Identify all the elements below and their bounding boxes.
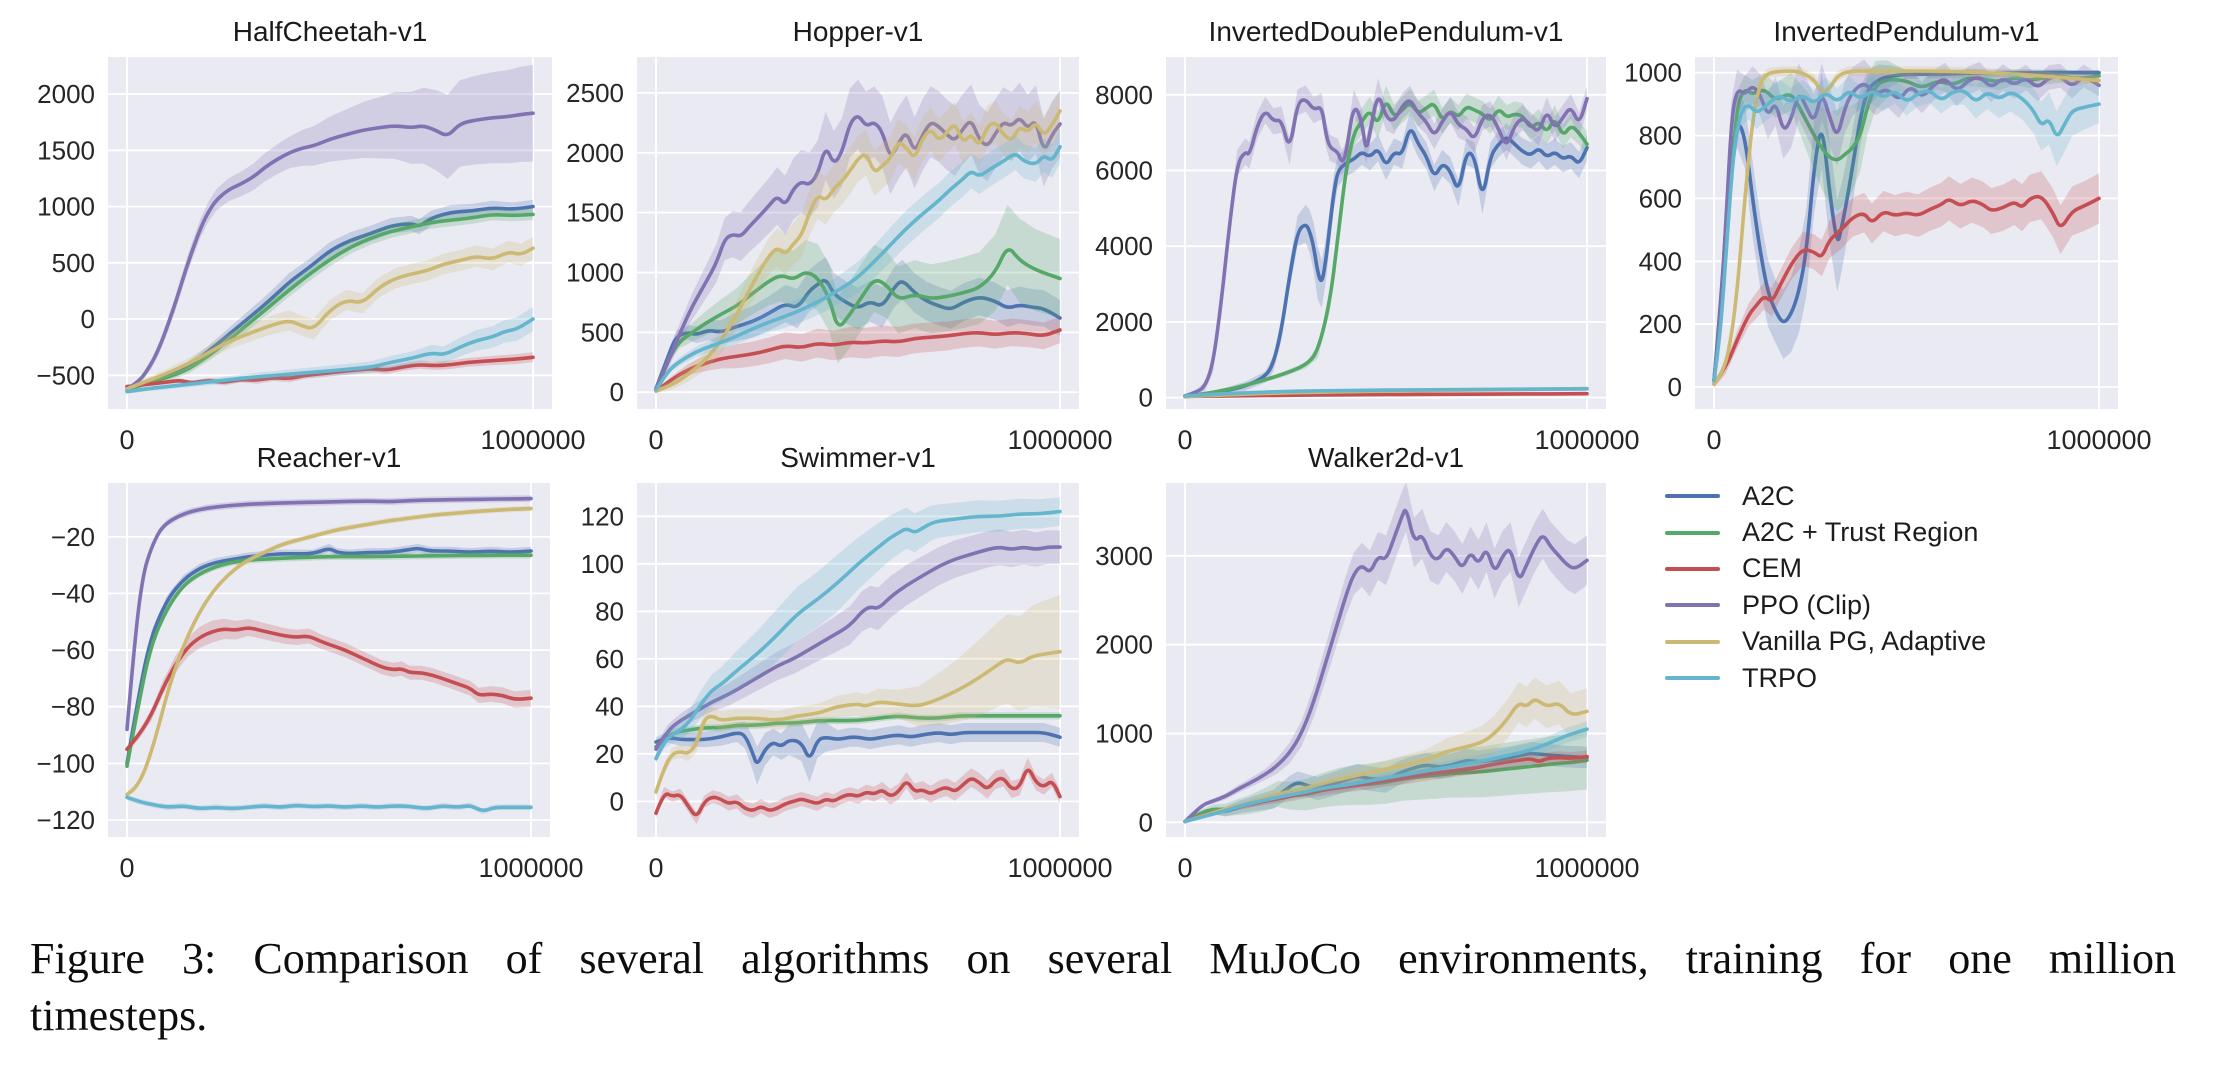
y-tick-label: 8000: [1095, 79, 1153, 110]
y-tick-label: 2000: [566, 137, 624, 168]
legend-item: [1665, 587, 1986, 623]
y-tick-label: 0: [1138, 807, 1153, 838]
chart-invertedpendulum-v1: [1595, 7, 2203, 474]
legend-item-label: PPO (Clip): [1742, 589, 1872, 620]
y-tick-label: 1000: [566, 257, 624, 288]
chart-title: InvertedDoublePendulum-v1: [1208, 16, 1564, 47]
y-tick-label: 500: [51, 247, 95, 278]
legend-item: [1665, 624, 1986, 660]
x-tick-label: 0: [648, 425, 664, 455]
y-tick-label: 1500: [566, 197, 624, 228]
y-tick-label: 200: [1638, 309, 1682, 340]
y-tick-label: −60: [50, 635, 95, 666]
legend-line-swatch: [1665, 640, 1720, 644]
y-tick-label: 40: [595, 691, 624, 722]
figure-caption-line1: Figure 3: Comparison of several algorithms on several MuJoCo environments, training for one million: [30, 934, 2176, 983]
x-tick-label: 0: [1706, 425, 1722, 455]
y-tick-label: −120: [36, 805, 95, 835]
y-tick-label: 0: [1138, 382, 1153, 413]
y-tick-label: 1000: [1095, 718, 1153, 749]
y-tick-label: −100: [36, 748, 95, 779]
y-tick-label: 20: [595, 738, 624, 769]
y-tick-label: 0: [80, 304, 95, 334]
x-tick-label: 0: [1177, 425, 1193, 455]
y-tick-label: 1500: [37, 135, 95, 166]
y-tick-label: −20: [50, 521, 95, 552]
y-tick-label: −500: [36, 360, 95, 391]
y-tick-label: 120: [580, 501, 624, 532]
x-tick-label: 0: [648, 853, 664, 883]
y-tick-label: 1000: [37, 191, 95, 222]
y-tick-label: 2000: [37, 79, 95, 110]
legend-line-swatch: [1665, 567, 1720, 571]
x-tick-label: 1000000: [1007, 853, 1113, 883]
legend-line-swatch: [1665, 531, 1720, 535]
y-tick-label: −80: [50, 691, 95, 722]
legend-line-swatch: [1665, 676, 1720, 680]
chart-title: HalfCheetah-v1: [232, 16, 428, 47]
y-tick-label: 1000: [1624, 57, 1682, 88]
legend-item-label: Vanilla PG, Adaptive: [1742, 626, 1987, 657]
figure-caption-line2: timesteps.: [30, 991, 208, 1040]
legend-item-label: A2C + Trust Region: [1742, 517, 1979, 548]
legend-item: [1665, 514, 1986, 550]
y-tick-label: 800: [1638, 120, 1682, 151]
y-tick-label: 600: [1638, 183, 1682, 214]
y-tick-label: 2000: [1095, 306, 1153, 337]
chart-title: Reacher-v1: [256, 442, 402, 473]
y-tick-label: 3000: [1095, 540, 1153, 571]
y-tick-label: 0: [609, 377, 624, 408]
x-tick-label: 0: [119, 853, 135, 883]
x-tick-label: 0: [1177, 853, 1193, 883]
x-tick-label: 1000000: [1534, 425, 1640, 455]
x-tick-label: 1000000: [480, 425, 586, 455]
legend-item-label: CEM: [1742, 553, 1802, 584]
legend-item-label: TRPO: [1742, 662, 1818, 693]
y-tick-label: −40: [50, 578, 95, 609]
chart-title: Swimmer-v1: [780, 442, 936, 473]
y-tick-label: 0: [1667, 372, 1682, 402]
x-tick-label: 1000000: [478, 853, 584, 883]
chart-walker2d-v1: [1066, 433, 1691, 902]
y-tick-label: 2500: [566, 77, 624, 108]
y-tick-label: 60: [595, 643, 624, 674]
y-tick-label: 80: [595, 596, 624, 627]
x-tick-label: 1000000: [1007, 425, 1113, 455]
x-tick-label: 1000000: [1534, 853, 1640, 883]
y-tick-label: 6000: [1095, 155, 1153, 186]
legend-line-swatch: [1665, 494, 1720, 498]
chart-title: InvertedPendulum-v1: [1773, 16, 2040, 47]
legend-item-label: A2C: [1742, 480, 1795, 511]
x-tick-label: 1000000: [2046, 425, 2152, 455]
chart-title: Hopper-v1: [792, 16, 924, 47]
legend-item: [1665, 551, 1986, 587]
y-tick-label: 2000: [1095, 629, 1153, 660]
chart-canvas: [1595, 7, 2203, 474]
y-tick-label: 400: [1638, 246, 1682, 277]
y-tick-label: 500: [580, 317, 624, 348]
legend-line-swatch: [1665, 603, 1720, 607]
y-tick-label: 100: [580, 548, 624, 579]
chart-canvas: [1066, 433, 1691, 902]
legend: [1665, 478, 1986, 696]
chart-title: Walker2d-v1: [1307, 442, 1465, 473]
y-tick-label: 4000: [1095, 231, 1153, 262]
figure-caption: [30, 930, 2176, 1044]
x-tick-label: 0: [119, 425, 135, 455]
legend-item: [1665, 478, 1986, 514]
y-tick-label: 0: [609, 786, 624, 817]
legend-item: [1665, 660, 1986, 696]
